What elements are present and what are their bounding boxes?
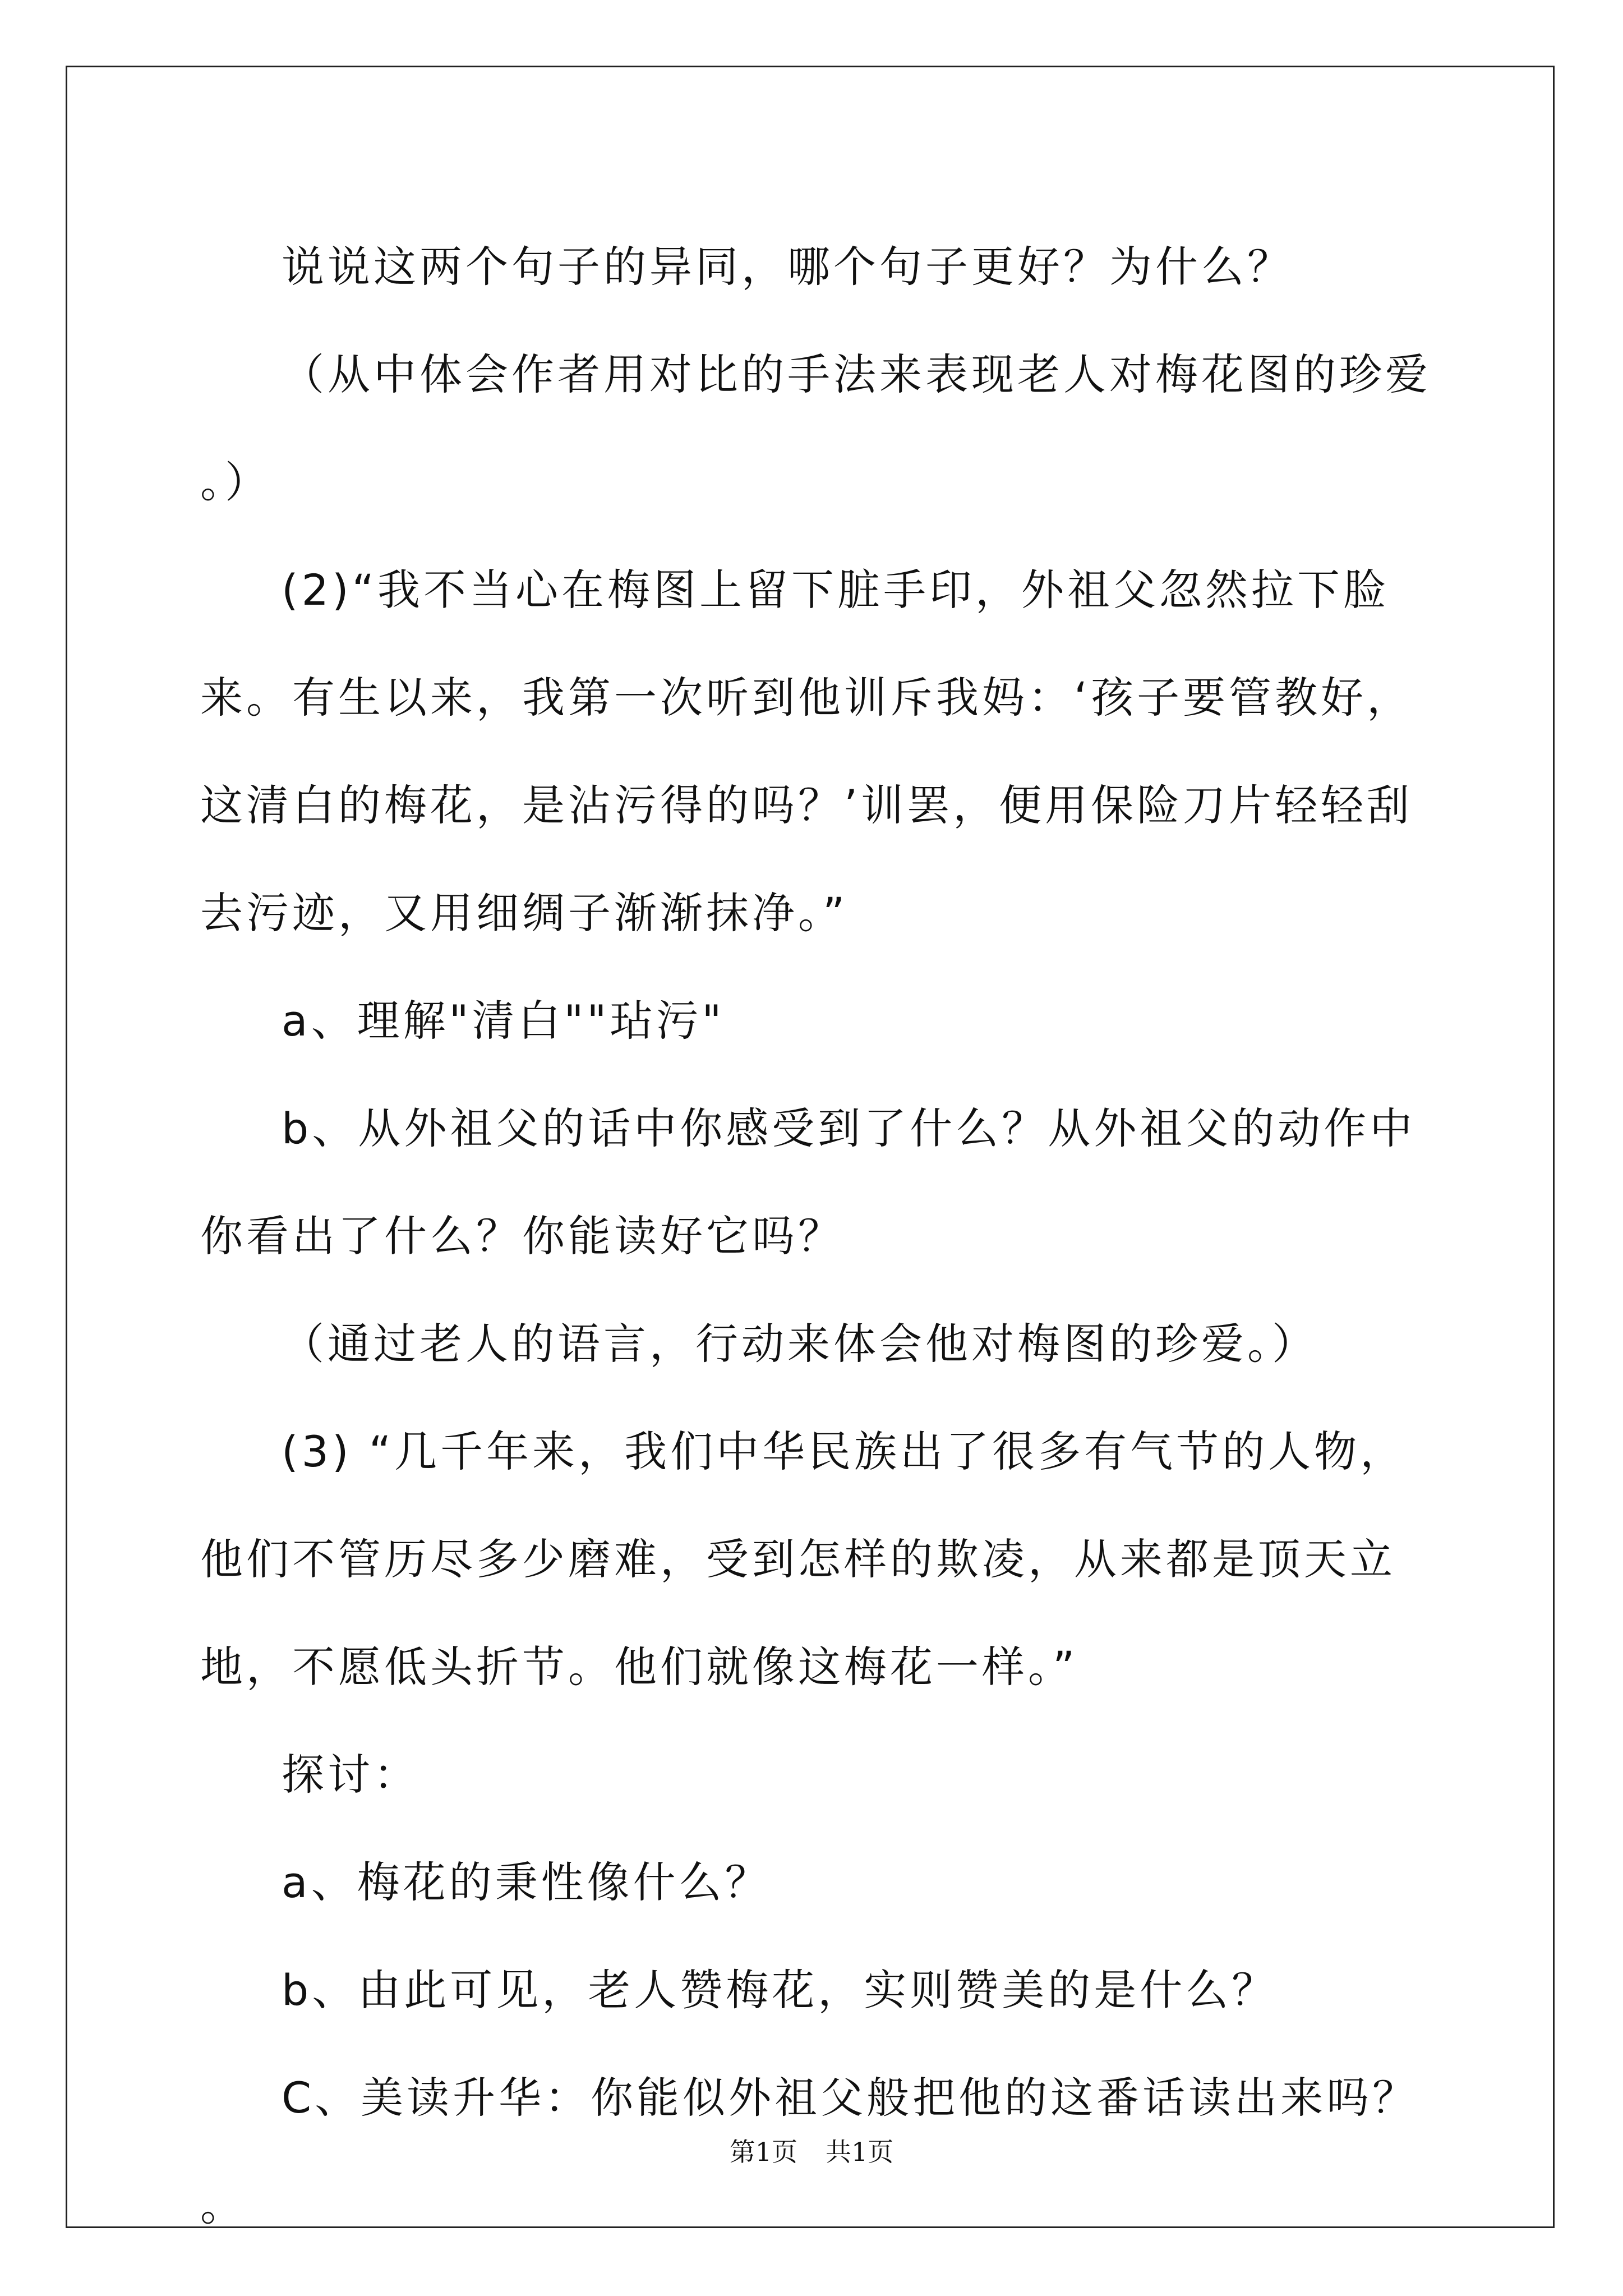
page-footer — [0, 2132, 1623, 2169]
document-body — [200, 213, 1434, 2260]
page-number-current: 第1页 — [729, 2137, 797, 2167]
paragraph-note-contrast: （从中体会作者用对比的手法来表现老人对梅花图的珍爱。） — [200, 349, 1431, 507]
paragraph-item-b-praise: b、由此可见，老人赞梅花，实则赞美的是什么？ — [282, 1965, 1278, 2015]
paragraph-item-a-plum: a、梅花的秉性像什么？ — [282, 1857, 771, 1907]
paragraph-note-language: （通过老人的语言，行动来体会他对梅图的珍爱。） — [282, 1319, 1318, 1369]
paragraph-question: 说说这两个句子的异同，哪个句子更好？为什么？ — [282, 242, 1293, 292]
paragraph-quote-2: (2)“我不当心在梅图上留下脏手印，外祖父忽然拉下脸来。有生以来，我第一次听到他训斥我妈：‘孩子要管教好，这清白的梅花，是沾污得的吗？’训罢，便用保险刀片轻轻刮去污迹，又用细绸子渐渐抹净。” — [200, 565, 1413, 938]
paragraph-item-a-understand: a、理解"清白""玷污" — [282, 996, 725, 1046]
paragraph-quote-3: (3) “几千年来，我们中华民族出了很多有气节的人物，他们不管历尽多少磨难，受到怎样的欺凌，从来都是顶天立地，不愿低头折节。他们就像这梅花一样。” — [200, 1427, 1407, 1692]
paragraph-item-c-read: C、美读升华：你能似外祖父般把他的这番话读出来吗？。 — [200, 2073, 1419, 2230]
paragraph-item-b-feel: b、从外祖父的话中你感受到了什么？从外祖父的动作中你看出了什么？你能读好它吗？ — [200, 1103, 1416, 1261]
page-number-total: 共1页 — [826, 2137, 894, 2167]
paragraph-discuss-heading: 探讨： — [282, 1750, 419, 1800]
